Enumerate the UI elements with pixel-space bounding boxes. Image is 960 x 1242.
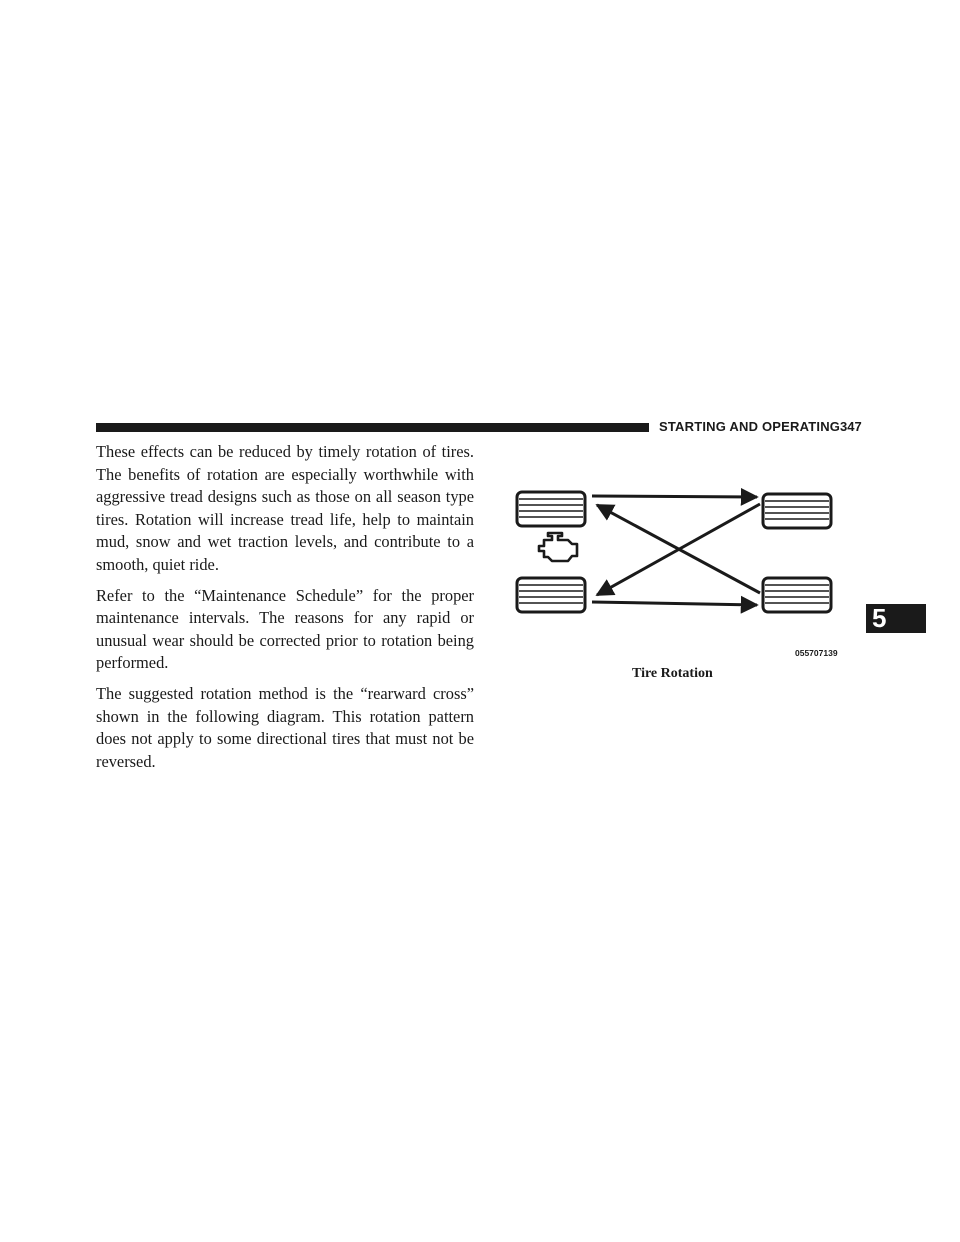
paragraph-rotation-benefits: These effects can be reduced by timely rotation of tires. The benefits of rotation are especially worthwhile with aggressive tread designs such as those on all season type tires. Rotation will increase tread life, help to maintain mud, snow and wet traction levels, and contribute to a smooth, quiet ride. xyxy=(96,442,474,574)
chapter-number: 5 xyxy=(872,603,887,633)
paragraph-rotation-method: The suggested rotation method is the “rearward cross” shown in the following diagram. This rotation pattern does not apply to some directional tires that must not be reversed. xyxy=(96,683,474,771)
engine-icon xyxy=(539,533,577,561)
tire-rear-left xyxy=(517,578,585,612)
paragraph-maintenance-schedule: Refer to the “Maintenance Schedule” for the proper maintenance intervals. The reasons for any rapid or unusual wear should be corrected prior to rotation being performed. xyxy=(96,585,474,673)
figure-code: 055707139 xyxy=(795,648,838,658)
tire-rotation-diagram xyxy=(510,478,860,623)
arrow-rear-left-to-rear-right xyxy=(592,602,757,605)
figure-caption: Tire Rotation xyxy=(632,666,713,681)
tire-front-left xyxy=(517,492,585,526)
tire-front-right xyxy=(763,494,831,528)
section-title: STARTING AND OPERATING xyxy=(659,419,841,434)
tire-rear-right xyxy=(763,578,831,612)
page-number: 347 xyxy=(840,419,862,434)
arrow-front-left-to-front-right xyxy=(592,496,757,497)
header-rule xyxy=(96,423,649,432)
body-text xyxy=(96,441,474,781)
